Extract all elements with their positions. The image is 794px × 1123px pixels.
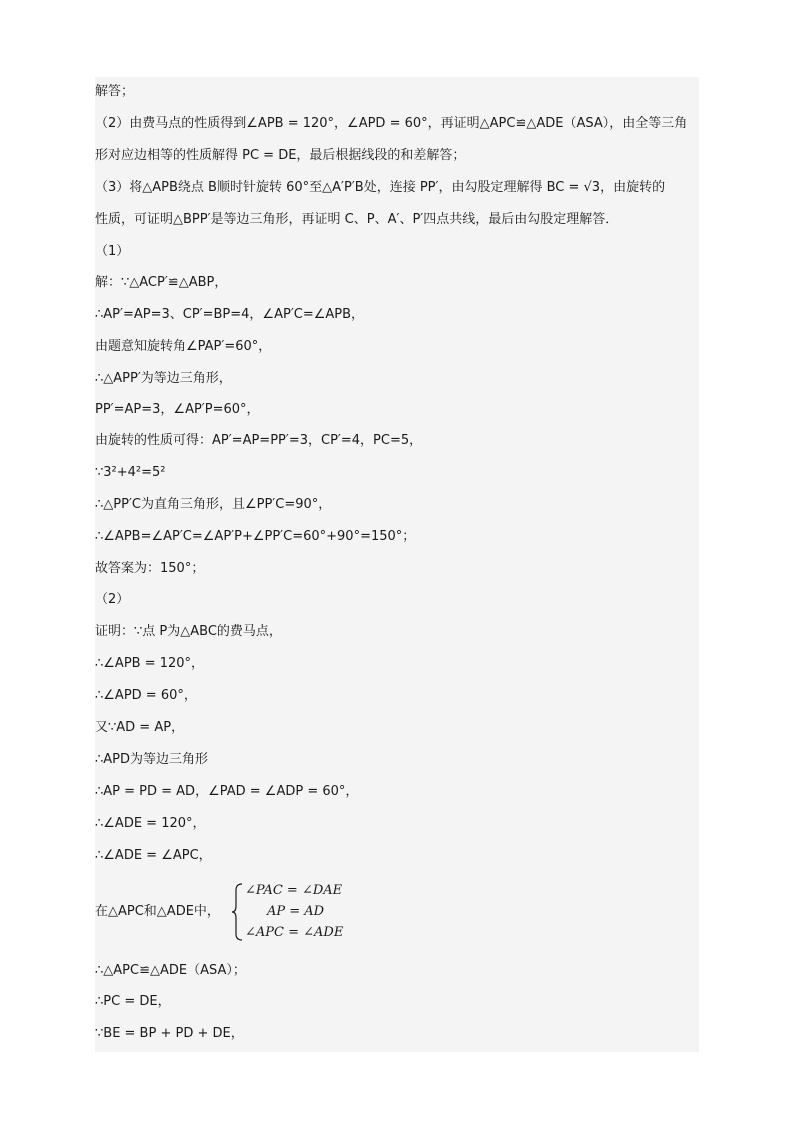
- text-line: 性质，可证明△BPP′是等边三角形，再证明 C、P、A′、P′四点共线，最后由勾股定理解答．: [95, 212, 619, 227]
- system-intro: 在△APC和△ADE中，: [95, 904, 220, 919]
- text-line: 形对应边相等的性质解得 PC = DE，最后根据线段的和差解答；: [95, 148, 466, 163]
- text-line: ∴△PP′C为直角三角形，且∠PP′C=90°，: [95, 497, 332, 512]
- text-line: ∴∠APD = 60°，: [95, 688, 197, 703]
- text-line: 故答案为：150°；: [95, 561, 205, 576]
- text-line: ∴∠APB = 120°，: [95, 656, 205, 671]
- text-line: 由题意知旋转角∠PAP′=60°，: [95, 339, 272, 354]
- text-line: ∴PC = DE，: [95, 994, 171, 1009]
- system-row: AP = AD: [267, 904, 325, 919]
- text-line: 由旋转的性质可得：AP′=AP=PP′=3，CP′=4，PC=5，: [95, 433, 423, 448]
- text-line: ∴△APP′为等边三角形，: [95, 371, 232, 386]
- text-line: ∴∠ADE = ∠APC，: [95, 848, 212, 863]
- equation-system: [95, 882, 699, 942]
- text-line: ∴∠APB=∠AP′C=∠AP′P+∠PP′C=60°+90°=150°；: [95, 529, 416, 544]
- text-line: ∴AP′=AP=3、CP′=BP=4，∠AP′C=∠APB，: [95, 307, 365, 322]
- text-line: ∴APD为等边三角形: [95, 752, 209, 767]
- system-row: ∠APC = ∠ADE: [245, 925, 344, 940]
- text-line: 又∵AD = AP，: [95, 720, 185, 735]
- text-line: （2）由费马点的性质得到∠APB = 120°，∠APD = 60°，再证明△APC≌△ADE（ASA），由全等三角: [95, 116, 688, 131]
- text-line: ∵3²+4²=5²: [95, 465, 166, 480]
- text-line: ∴∠ADE = 120°，: [95, 816, 206, 831]
- text-line: （1）: [95, 244, 130, 259]
- text-line: （3）将△APB绕点 B顺时针旋转 60°至△A′P′B处，连接 PP′，由勾股定理解得 BC = √3，由旋转的: [95, 180, 666, 195]
- left-brace-icon: [230, 882, 244, 942]
- text-line: （2）: [95, 592, 130, 607]
- solution-content: [95, 77, 699, 1052]
- text-line: 证明：∵点 P为△ABC的费马点，: [95, 624, 282, 639]
- text-line: ∴△APC≌△ADE（ASA）；: [95, 963, 246, 978]
- system-row: ∠PAC = ∠DAE: [245, 883, 343, 898]
- text-line: 解答；: [95, 84, 135, 99]
- text-line: 解：∵△ACP′≌△ABP，: [95, 275, 228, 290]
- text-line: ∴AP = PD = AD，∠PAD = ∠ADP = 60°，: [95, 784, 359, 799]
- text-line: ∵BE = BP + PD + DE，: [95, 1026, 244, 1041]
- text-line: PP′=AP=3，∠AP′P=60°，: [95, 402, 260, 417]
